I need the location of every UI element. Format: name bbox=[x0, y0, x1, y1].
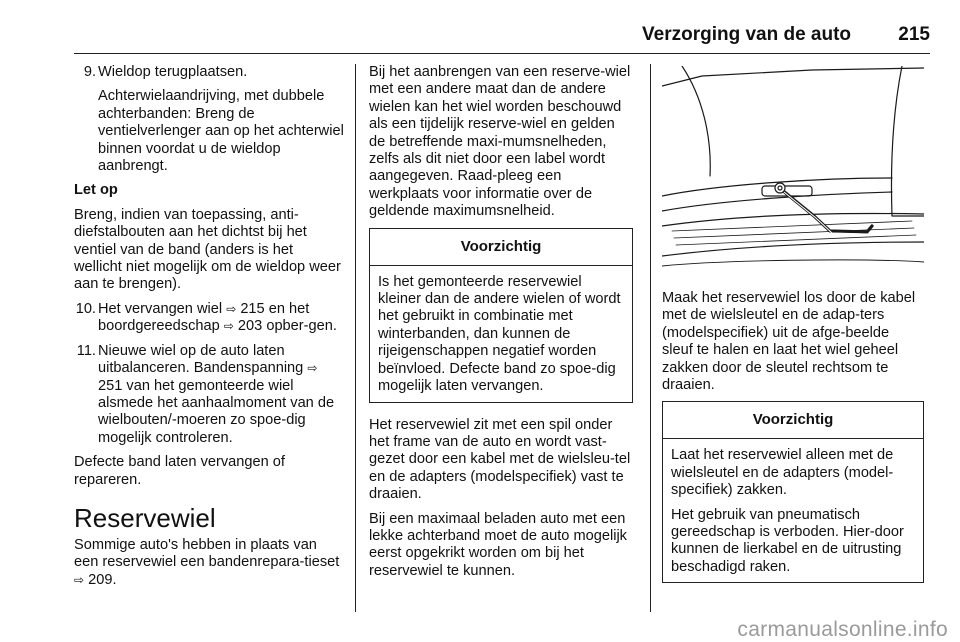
step-text: opber-gen. bbox=[266, 318, 337, 335]
lower-spare-wheel-text: Maak het reservewiel los door de kabel met de wielsleutel en de adap-ters (modelspecifiek) uit de afge-beelde sleuf te halen en laat het wiel geheel zakken door de sleutel rechtsom te draaien. bbox=[662, 290, 916, 394]
page-header bbox=[632, 22, 930, 48]
step-number: 11. bbox=[76, 342, 96, 359]
section-body: Sommige auto's hebben in plaats van een reservewiel een bandenrepara-tieset bbox=[74, 536, 340, 571]
step-11 bbox=[74, 343, 344, 447]
page-reference[interactable]: 251 bbox=[98, 377, 123, 394]
section-text bbox=[74, 537, 344, 589]
page-number: 215 bbox=[898, 24, 930, 45]
step-number: 10. bbox=[75, 300, 96, 317]
spare-wheel-mount-text: Het reservewiel zit met een spil onder het frame van de auto en wordt vast-gezet door een kabel met de wielsleu-tel en de adapters (modelspecifiek) vast te draaien. bbox=[369, 416, 631, 503]
cross-reference-arrow-icon: ⇨ bbox=[223, 319, 234, 334]
page-reference[interactable]: 209. bbox=[88, 571, 117, 588]
warning-text: Is het gemonteerde reservewiel kleiner dan de andere wielen of wordt het gebruikt in combinatie met winterbanden, dan kunnen de rijeigenschappen negatief worden beïnvloed. Defecte band zo spoe-dig mogelijk laten vervangen. bbox=[378, 273, 621, 395]
spare-wheel-size-text: Bij het aanbrengen van een reserve-wiel met een andere maat dan de andere wielen kan het wiel worden beschouwd als een tijdelijk reserve-wiel en gelden de betreffende maxi-mumsnelheden, zelfs als dit niet door een label wordt aangegeven. Raad-pleeg een werkplaats voor informatie over de geldende maximumsnelheid. bbox=[369, 64, 631, 220]
header-title: Verzorging van de auto bbox=[642, 24, 852, 45]
defect-text: Defecte band laten vervangen of repareren. bbox=[74, 454, 285, 488]
watermark: carmanualsonline.info bbox=[737, 617, 948, 641]
loaded-vehicle-text: Bij een maximaal beladen auto met een lekke achterband moet de auto mogelijk eerst opgekrikt worden om bij het reservewiel te kunnen. bbox=[369, 510, 627, 579]
step-text: Wieldop terugplaatsen. bbox=[98, 64, 248, 80]
column-divider-2 bbox=[650, 64, 651, 612]
left-column bbox=[74, 64, 344, 596]
middle-column bbox=[369, 64, 633, 587]
step-detail-text: Achterwielaandrijving, met dubbele achterbanden: Breng de ventielverlenger aan op het achterwiel binnen voordat u de wieldop aanbrengt. bbox=[98, 88, 344, 175]
warning-body bbox=[663, 439, 923, 582]
step-number: 9. bbox=[83, 64, 96, 80]
step-10 bbox=[74, 301, 344, 336]
section-title: Reservewiel bbox=[74, 502, 216, 533]
page-reference[interactable]: 215 bbox=[240, 300, 265, 317]
note-label: Let op bbox=[74, 182, 118, 199]
right-column bbox=[662, 64, 924, 597]
step-9-detail bbox=[74, 88, 344, 175]
warning-text: Laat het reservewiel alleen met de wielsleutel en de adapters (model-specifiek) zakken. bbox=[671, 447, 894, 499]
warning-title: Voorzichtig bbox=[370, 229, 632, 266]
page-reference[interactable]: 203 bbox=[237, 318, 263, 335]
cross-reference-arrow-icon: ⇨ bbox=[307, 361, 318, 376]
note-text: Breng, indien van toepassing, anti-diefstalbouten aan het dichtst bij het ventiel van de band (anders is het wellicht niet mogelijk om de wieldop weer aan te brengen). bbox=[74, 206, 341, 293]
warning-box bbox=[369, 228, 633, 403]
warning-text: Het gebruik van pneumatisch gereedschap is verboden. Hier-door kunnen de lierkabel en de uitrusting beschadigd raken. bbox=[671, 506, 904, 575]
column-divider-1 bbox=[355, 64, 356, 612]
step-text: en het boordgereedschap bbox=[98, 300, 310, 335]
cross-reference-arrow-icon: ⇨ bbox=[74, 572, 85, 587]
wheel-wrench-illustration-icon bbox=[662, 66, 924, 276]
warning-body bbox=[370, 266, 632, 402]
cross-reference-arrow-icon: ⇨ bbox=[226, 301, 237, 316]
step-9 bbox=[74, 64, 344, 81]
step-text: Het vervangen wiel bbox=[98, 300, 223, 317]
step-text: van het gemonteerde wiel alsmede het aanhaalmoment van de wielbouten/-moeren zo spoe-dig mogelijk controleren. bbox=[98, 377, 335, 446]
warning-box bbox=[662, 401, 924, 583]
header-rule bbox=[74, 53, 930, 54]
warning-title: Voorzichtig bbox=[663, 402, 923, 439]
step-text: Nieuwe wiel op de auto laten uitbalanceren. Bandenspanning bbox=[98, 342, 304, 377]
